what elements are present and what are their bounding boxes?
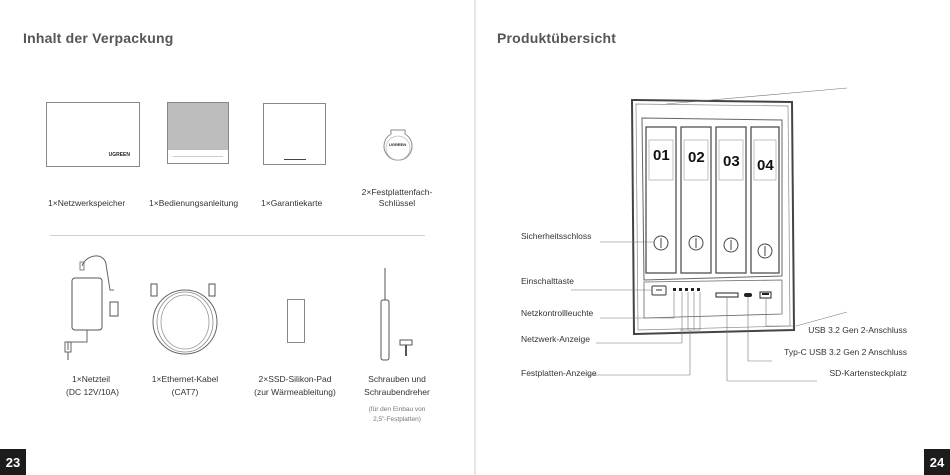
- page-title-contents: Inhalt der Verpackung: [23, 30, 174, 46]
- warranty-card-illustration: [263, 103, 326, 165]
- bay-number-1: 01: [653, 147, 670, 164]
- ethernet-cable-icon: [145, 282, 225, 360]
- screws-note-line2: 2,5"-Festplatten): [373, 416, 421, 423]
- section-divider: [50, 235, 425, 236]
- screws-note-line1: (für den Einbau von: [368, 406, 426, 413]
- caption-power-line2: (DC 12V/10A): [66, 387, 119, 397]
- caption-pad-line1: 2×SSD-Silikon-Pad: [258, 374, 332, 384]
- power-adapter-icon: [60, 250, 130, 365]
- caption-warranty: 1×Garantiekarte: [261, 198, 323, 208]
- page-number-right: 24: [924, 449, 950, 475]
- caption-key-line1: 2×Festplattenfach-: [361, 187, 433, 197]
- label-power-button: Einschalttaste: [521, 276, 574, 286]
- key-logo: UGREEN: [389, 142, 407, 147]
- manual-illustration: [167, 102, 229, 164]
- label-usb-c-port: Typ-C USB 3.2 Gen 2 Anschluss: [784, 347, 907, 357]
- caption-manual: 1×Bedienungsanleitung: [149, 198, 239, 208]
- label-security-lock: Sicherheitsschloss: [521, 231, 592, 241]
- bay-number-2: 02: [688, 149, 705, 166]
- left-page: [0, 0, 474, 475]
- caption-nas: 1×Netzwerkspeicher: [48, 198, 126, 208]
- caption-screws-line1: Schrauben und: [368, 374, 426, 384]
- label-usb-a-port: USB 3.2 Gen 2-Anschluss: [808, 325, 907, 335]
- ssd-silicone-pad-illustration: [287, 299, 305, 343]
- right-page: [476, 0, 950, 475]
- caption-power-line1: 1×Netzteil: [72, 374, 111, 384]
- nas-box-logo: UGREEN: [108, 152, 130, 158]
- label-power-led: Netzkontrollleuchte: [521, 308, 594, 318]
- bay-number-3: 03: [723, 153, 740, 170]
- nas-box-illustration: [46, 102, 140, 167]
- caption-ethernet-line2: (CAT7): [171, 387, 199, 397]
- label-sd-slot: SD-Kartensteckplatz: [829, 368, 907, 378]
- page-number-left: 23: [0, 449, 26, 475]
- caption-ethernet-line1: 1×Ethernet-Kabel: [151, 374, 219, 384]
- label-drive-led: Festplatten-Anzeige: [521, 368, 597, 378]
- screwdriver-icon: [372, 268, 422, 363]
- caption-key-line2: Schlüssel: [378, 198, 416, 208]
- page-title-overview: Produktübersicht: [497, 30, 617, 46]
- caption-pad-line2: (zur Wärmeableitung): [254, 387, 336, 397]
- label-network-led: Netzwerk-Anzeige: [521, 334, 590, 344]
- caption-screws-line2: Schraubendreher: [364, 387, 430, 397]
- bay-number-4: 04: [757, 157, 774, 174]
